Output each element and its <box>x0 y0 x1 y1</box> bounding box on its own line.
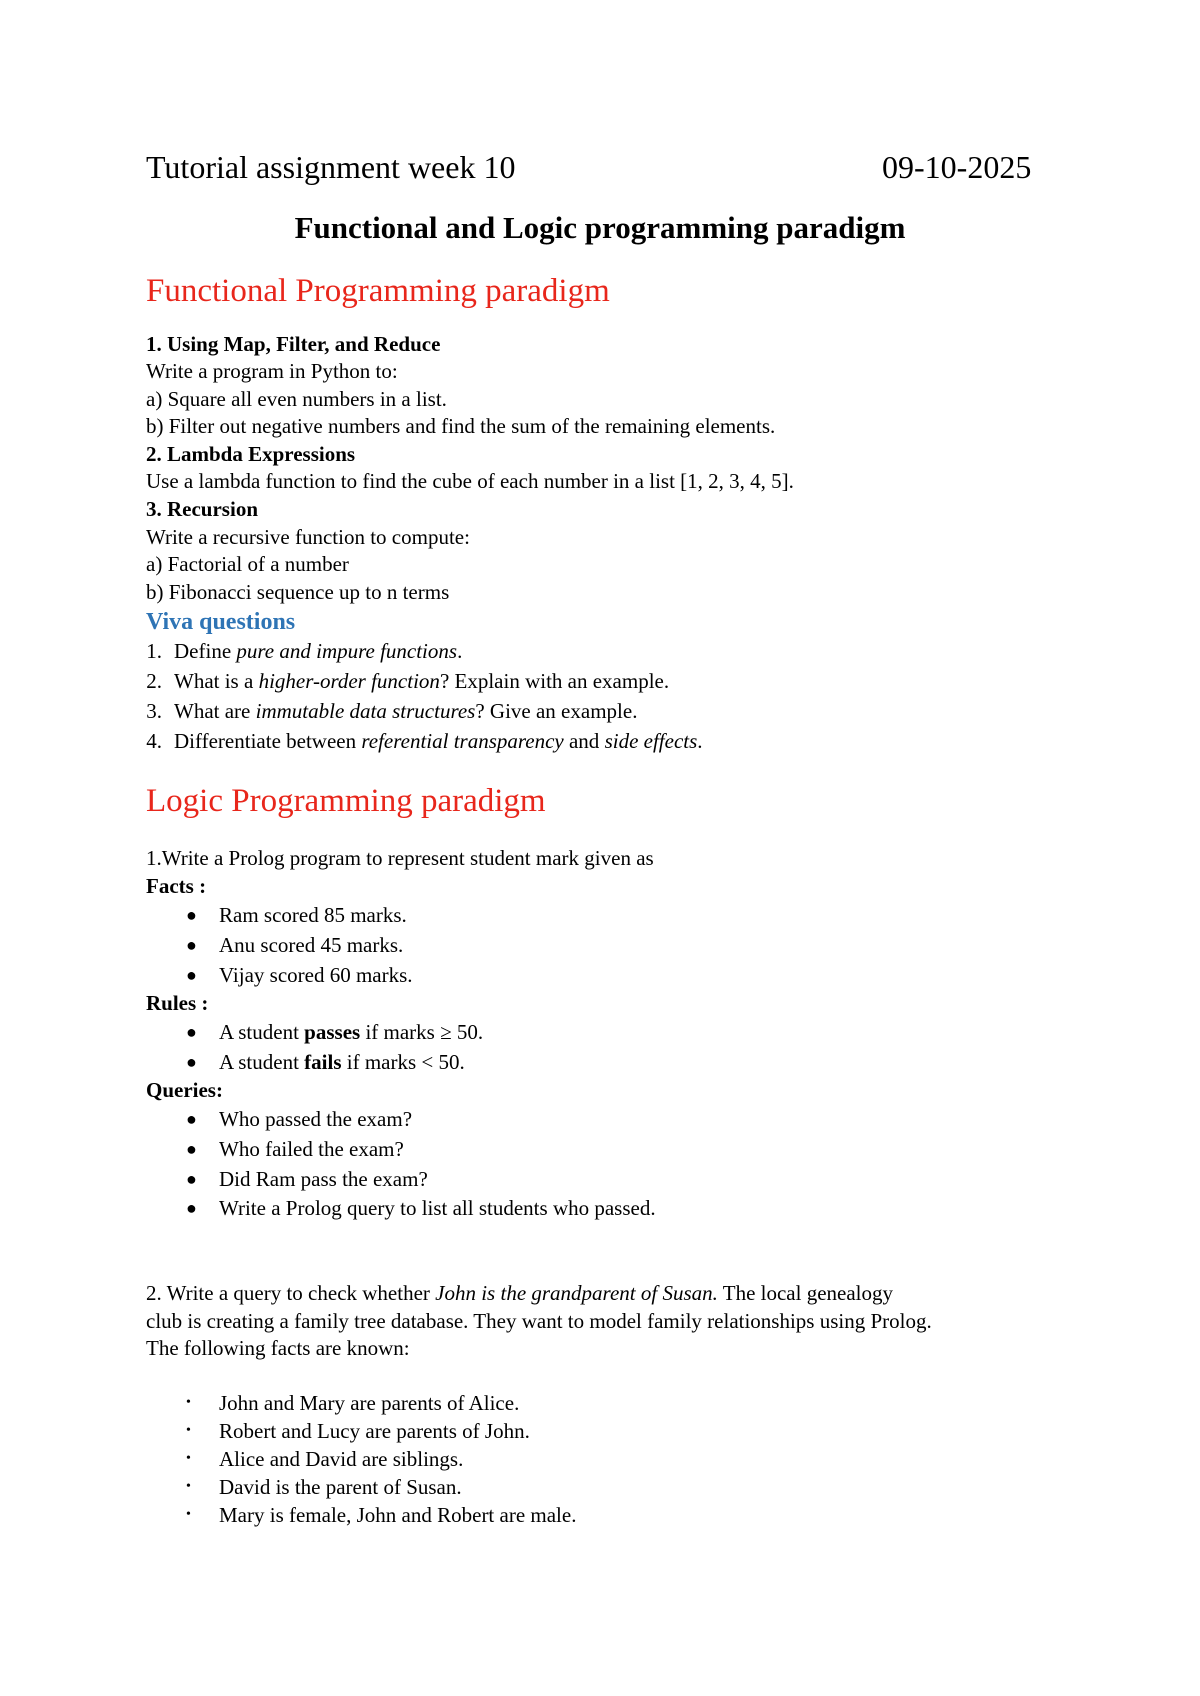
bullet-icon: ● <box>186 905 197 925</box>
fp-q3-line: b) Fibonacci sequence up to n terms <box>146 580 450 604</box>
viva-item-number: 1. <box>146 639 162 663</box>
bullet-icon: ● <box>186 965 197 985</box>
viva-item-number: 2. <box>146 669 162 693</box>
bullet-icon: ● <box>186 1022 197 1042</box>
bullet-icon: • <box>186 1507 191 1522</box>
lp-q2-line: The following facts are known: <box>146 1336 410 1360</box>
logic-heading: Logic Programming paradigm <box>146 783 546 819</box>
viva-item-number: 4. <box>146 729 162 753</box>
fp-q2-line: Use a lambda function to find the cube of each number in a list [1, 2, 3, 4, 5]. <box>146 469 794 493</box>
lp-q1-intro: 1.Write a Prolog program to represent student mark given as <box>146 846 654 870</box>
bullet-icon: • <box>186 1395 191 1410</box>
bullet-icon: ● <box>186 1139 197 1159</box>
viva-item-number: 3. <box>146 699 162 723</box>
fp-q1-line: Write a program in Python to: <box>146 359 398 383</box>
bullet-icon: ● <box>186 1198 197 1218</box>
assignment-date: 09-10-2025 <box>882 149 1032 185</box>
bullet-icon: ● <box>186 1109 197 1129</box>
bullet-icon: ● <box>186 1052 197 1072</box>
bullet-icon: • <box>186 1479 191 1494</box>
fp-q3-line: Write a recursive function to compute: <box>146 525 470 549</box>
lp-q2-line: club is creating a family tree database. They want to model family relationships using Prolog. <box>146 1309 932 1333</box>
fp-q3-title: 3. Recursion <box>146 497 258 521</box>
assignment-title: Tutorial assignment week 10 <box>146 149 516 185</box>
queries-label: Queries: <box>146 1078 223 1102</box>
bullet-icon: • <box>186 1423 191 1438</box>
bullet-icon: ● <box>186 1169 197 1189</box>
fp-q1-line: a) Square all even numbers in a list. <box>146 387 447 411</box>
bullet-icon: ● <box>186 935 197 955</box>
fp-q2-title: 2. Lambda Expressions <box>146 442 356 466</box>
facts-label: Facts : <box>146 874 207 898</box>
fp-q1-line: b) Filter out negative numbers and find the sum of the remaining elements. <box>146 414 776 438</box>
lp-q2-line: 2. Write a query to check whether John is the grandparent of Susan. The local genealogy <box>146 1281 894 1305</box>
document-subtitle: Functional and Logic programming paradigm <box>294 210 906 245</box>
fp-q3-line: a) Factorial of a number <box>146 552 349 576</box>
functional-heading: Functional Programming paradigm <box>146 273 610 309</box>
rules-label: Rules : <box>146 991 209 1015</box>
bullet-icon: • <box>186 1451 191 1466</box>
fp-q1-title: 1. Using Map, Filter, and Reduce <box>146 332 441 356</box>
viva-heading: Viva questions <box>146 609 296 635</box>
